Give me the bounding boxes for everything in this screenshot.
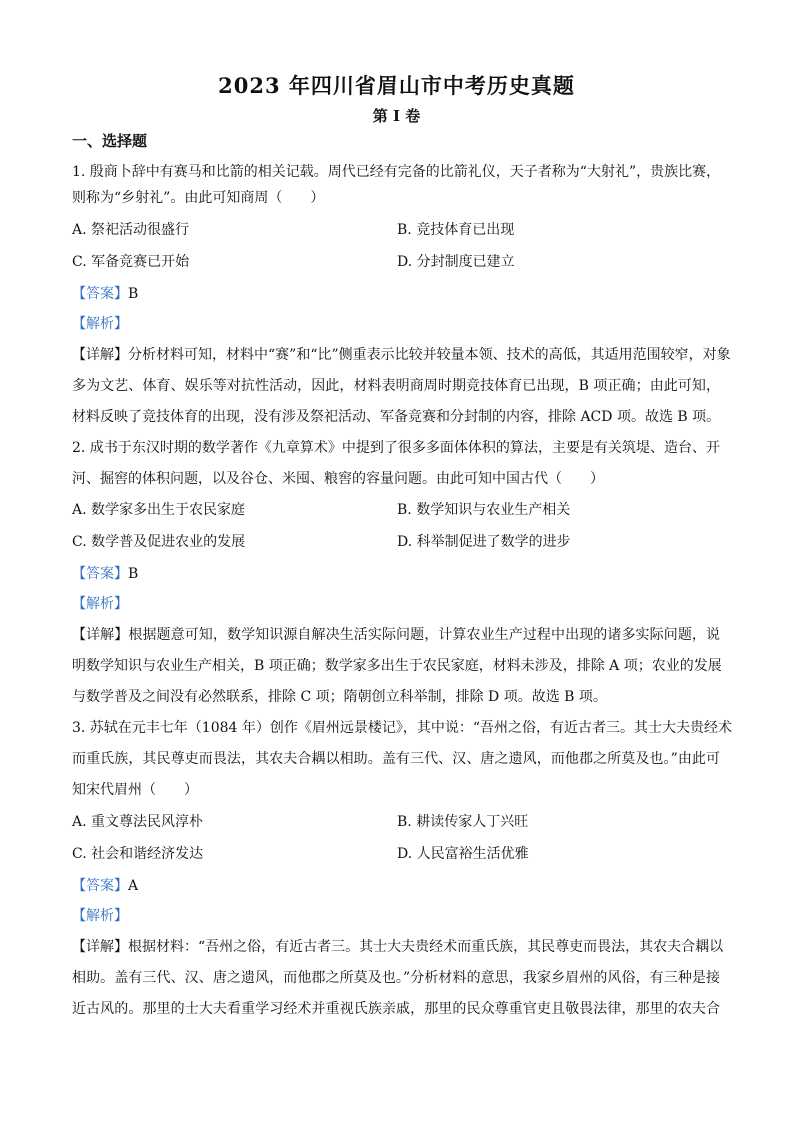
q1-stem-line-2: 则称为“乡射礼”。由此可知商周（ ） (72, 190, 325, 206)
detail-tag: 【详解】 (72, 627, 129, 643)
q1-analysis-tag (72, 314, 128, 334)
q1-option-b: B. 竞技体育已出现 (397, 222, 515, 238)
q3-detail-line-3: 近古风的。那里的士大夫看重学习经术并重视氏族亲戚，那里的民众尊重官吏且敬畏法律，那里的农夫合 (72, 1001, 720, 1017)
q2-option-b: B. 数学知识与农业生产相关 (397, 502, 571, 518)
q3-detail-line-2: 相助。盖有三代、汉、唐之遗风，而他郡之所莫及也。”分析材料的意思，我家乡眉州的风俗，有三种是接 (72, 970, 720, 986)
q1-detail-line-3: 材料反映了竞技体育的出现，没有涉及祭祀活动、军备竞赛和分封制的内容，排除 ACD 项。故选 B 项。 (72, 409, 721, 425)
q2-option-d: D. 科举制促进了数学的进步 (397, 534, 571, 550)
page-title: 2023 年四川省眉山市中考历史真题 (218, 73, 575, 98)
q3-option-c: C. 社会和谐经济发达 (72, 846, 204, 862)
q2-analysis-tag (72, 594, 128, 614)
q1-option-a: A. 祭祀活动很盛行 (72, 222, 190, 238)
q2-answer (72, 564, 138, 584)
answer-tag: 【答案】 (72, 878, 128, 894)
analysis-tag: 【解析】 (72, 908, 128, 924)
q3-detail-line-1: 【详解】根据材料：“吾州之俗，有近古者三。其士大夫贵经术而重氏族，其民尊吏而畏法，其农夫合耦以 (72, 939, 724, 955)
q3-answer-value: A (128, 878, 139, 894)
q1-answer-value: B (128, 286, 139, 302)
q1-option-c: C. 军备竞赛已开始 (72, 254, 190, 270)
q2-detail-line-1: 【详解】根据题意可知，数学知识源自解决生活实际问题，计算农业生产过程中出现的诸多实际问题，说 (72, 627, 721, 643)
q3-analysis-tag (72, 906, 128, 926)
q1-stem-line-1: 1. 殷商卜辞中有赛马和比箭的相关记载。周代已经有完备的比箭礼仪，天子者称为“大射礼”，贵族比赛， (72, 164, 721, 180)
q3-stem-line-1: 3. 苏轼在元丰七年（1084 年）创作《眉州远景楼记》，其中说：“吾州之俗，有近古者三。其士大夫贵经术 (72, 720, 733, 736)
q3-option-a: A. 重文尊法民风淳朴 (72, 814, 204, 830)
q3-stem-line-3: 知宋代眉州（ ） (72, 782, 198, 798)
q2-detail-line-2: 明数学知识与农业生产相关，B 项正确；数学家多出生于农民家庭，材料未涉及，排除 A 项；农业的发展 (72, 658, 722, 674)
q2-answer-value: B (128, 566, 139, 582)
q1-detail-line-1: 【详解】分析材料可知，材料中“赛”和“比”侧重表示比较并较量本领、技术的高低，其适用范围较窄，对象 (72, 347, 731, 363)
section-heading: 一、选择题 (72, 132, 148, 150)
analysis-tag: 【解析】 (72, 596, 128, 612)
q2-detail-line-3: 与数学普及之间没有必然联系，排除 C 项；隋朝创立科举制，排除 D 项。故选 B 项。 (72, 689, 607, 705)
q2-stem-line-2: 河、掘窖的体积问题，以及谷仓、米囤、粮窖的容量问题。由此可知中国古代（ ） (72, 471, 604, 487)
detail-tag: 【详解】 (72, 347, 128, 363)
q1-detail-line-2: 多为文艺、体育、娱乐等对抗性活动，因此，材料表明商周时期竞技体育已出现，B 项正确；由此可知， (72, 378, 720, 394)
analysis-tag: 【解析】 (72, 316, 128, 332)
q2-option-a: A. 数学家多出生于农民家庭 (72, 502, 246, 518)
answer-tag: 【答案】 (72, 286, 128, 302)
q1-option-d: D. 分封制度已建立 (397, 254, 515, 270)
q2-stem-line-1: 2. 成书于东汉时期的数学著作《九章算术》中提到了很多多面体体积的算法，主要是有关筑堤、造台、开 (72, 440, 720, 456)
q1-answer (72, 284, 138, 304)
q2-option-c: C. 数学普及促进农业的发展 (72, 534, 246, 550)
detail-tag: 【详解】 (72, 939, 128, 955)
answer-tag: 【答案】 (72, 566, 128, 582)
q3-stem-line-2: 而重氏族，其民尊吏而畏法，其农夫合耦以相助。盖有三代、汉、唐之遗风，而他郡之所莫及也。”由此可 (72, 751, 720, 767)
q3-option-b: B. 耕读传家人丁兴旺 (397, 814, 529, 830)
q3-option-d: D. 人民富裕生活优雅 (397, 846, 529, 862)
volume-title: 第 I 卷 (372, 107, 421, 125)
q3-answer (72, 876, 138, 896)
